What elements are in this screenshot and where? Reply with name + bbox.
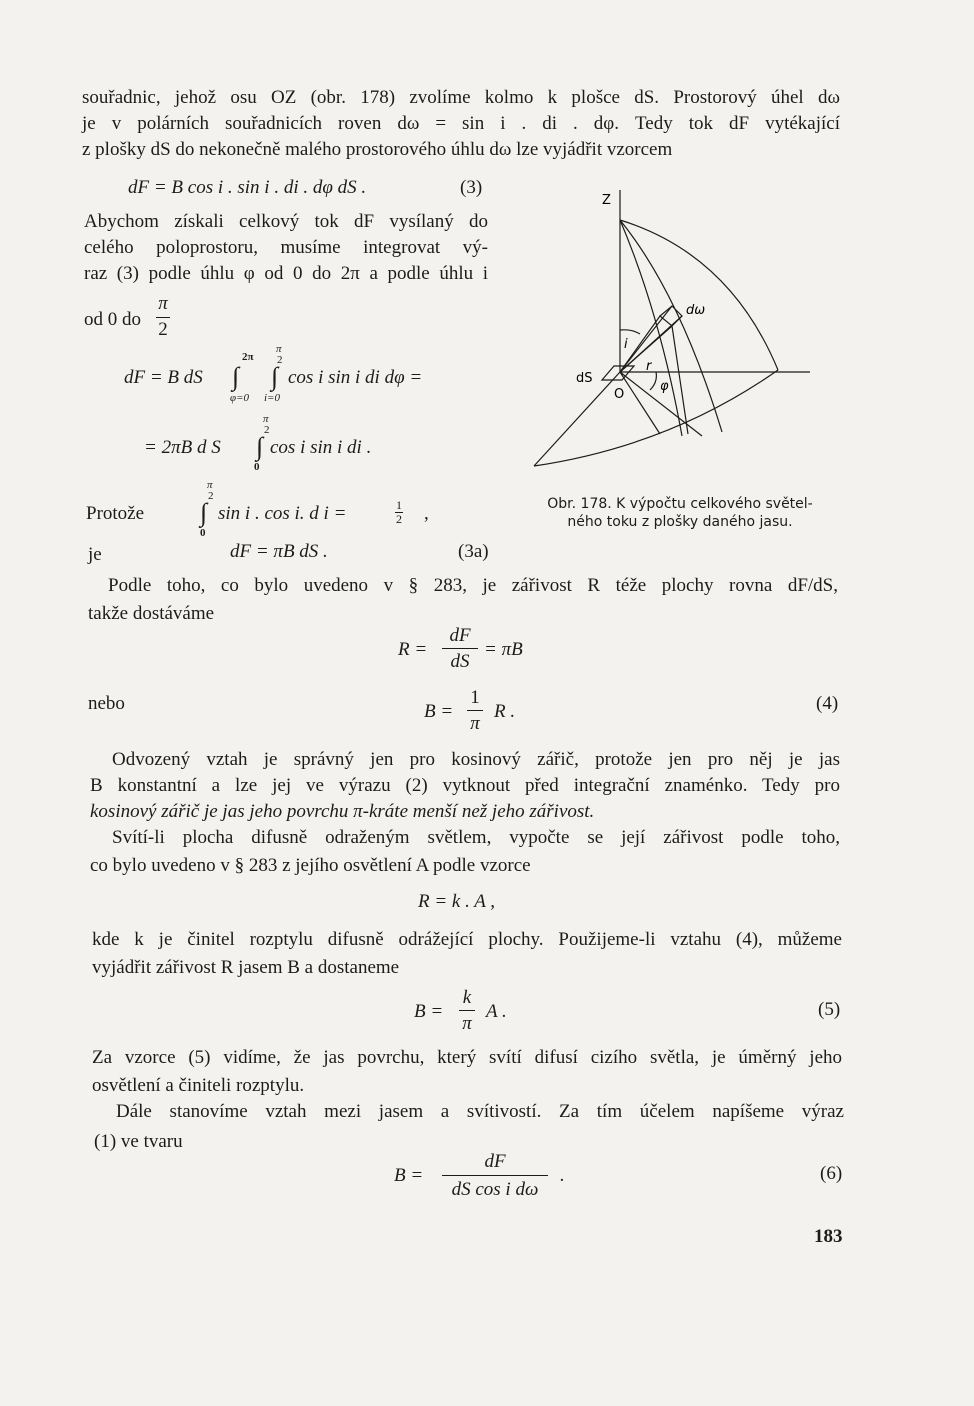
equation-3a: dF = πB dS . — [230, 541, 328, 562]
fraction-bar — [459, 1010, 475, 1011]
equation-r-k: R = k . A , — [418, 891, 496, 912]
integral-sign: ∫ — [200, 498, 208, 527]
diagram-label-domega: dω — [686, 303, 706, 318]
equation-number: (3) — [460, 177, 483, 198]
equation-3: dF = B cos i . sin i . di . dφ dS . — [128, 177, 367, 198]
equation-r-rhs: = πB — [484, 639, 523, 660]
text-line: Dále stanovíme vztah mezi jasem a svítivostí. Za tím účelem napíšeme výraz — [116, 1101, 844, 1122]
text-line: souřadnic, jehož osu OZ (obr. 178) zvolíme kolmo k plošce dS. Prostorový úhel dω — [82, 87, 840, 108]
integral-lower-limit: 0 — [200, 527, 206, 539]
text-line: vyjádřit zářivost R jasem B a dostaneme — [92, 957, 400, 978]
integral-equation-lhs: dF = B dS — [124, 367, 203, 388]
fraction-bar — [442, 648, 478, 649]
fraction-denominator: dS — [450, 651, 470, 672]
diagram-label-r: r — [646, 359, 652, 374]
fraction-bar — [156, 317, 170, 318]
text-line: Podle toho, co bylo uvedeno v § 283, je zářivost R téže plochy rovna dF/dS, — [108, 575, 838, 596]
figure-178-diagram — [510, 184, 830, 494]
text-line: celého poloprostoru, musíme integrovat vý- — [84, 237, 488, 258]
diagram-label-z: Z — [602, 193, 611, 208]
equation-5-rhs: A . — [486, 1001, 507, 1022]
fraction-bar — [442, 1175, 548, 1176]
integral-equation-rhs: sin i . cos i. d i = — [218, 503, 347, 524]
fraction-numerator: k — [462, 987, 472, 1008]
text-word: je — [88, 544, 102, 565]
text-line: kde k je činitel rozptylu difusně odrážející plochy. Použijeme-li vztahu (4), můžeme — [92, 929, 842, 950]
diagram-label-phi: φ — [660, 379, 669, 394]
fraction-numerator: π — [158, 293, 168, 314]
page-number: 183 — [814, 1226, 843, 1247]
integral-lower-limit: 0 — [254, 461, 260, 473]
text-line: B konstantní a lze jej ve výrazu (2) vytknout před integrační znaménko. Tedy pro — [90, 775, 840, 796]
text-line: je v polárních souřadnicích roven dω = sin i . di . dφ. Tedy tok dF vytékající — [82, 113, 840, 134]
fraction-numerator: 1 — [470, 687, 480, 708]
equation-6-rhs: . — [560, 1165, 565, 1186]
fraction-denominator: π — [462, 1013, 472, 1034]
integral-upper-limit: 2 — [264, 424, 270, 436]
text-line: co bylo uvedeno v § 283 z jejího osvětlení A podle vzorce — [90, 855, 531, 876]
punctuation: , — [424, 503, 429, 524]
equation-number: (4) — [816, 693, 839, 714]
text-line: takže dostáváme — [88, 603, 215, 624]
equation-number: (5) — [818, 999, 841, 1020]
caption-line: Obr. 178. K výpočtu celkového světel- — [547, 496, 813, 512]
integral-sign: ∫ — [271, 362, 279, 391]
integral-sign: ∫ — [256, 432, 264, 461]
fraction-denominator: 2 — [396, 512, 402, 526]
equation-4-lhs: B = — [424, 701, 454, 722]
fraction-bar — [467, 710, 483, 711]
text-line: Svítí-li plocha difusně odraženým světlem, vypočte se její zářivost podle toho, — [112, 827, 840, 848]
integral-upper-limit: 2π — [242, 351, 254, 363]
equation-5-lhs: B = — [414, 1001, 444, 1022]
fraction-numerator: dF — [449, 625, 471, 646]
fraction-numerator: 1 — [396, 498, 402, 512]
text-line: z plošky dS do nekonečně malého prostorového úhlu dω lze vyjádřit vzorcem — [82, 139, 673, 160]
equation-r-lhs: R = — [398, 639, 428, 660]
fraction-numerator: dF — [484, 1151, 506, 1172]
integral-upper-limit: π — [263, 413, 269, 425]
fraction-denominator: dS cos i dω — [451, 1179, 539, 1200]
text-word: Protože — [86, 503, 145, 524]
caption-line: ného toku z plošky daného jasu. — [567, 513, 793, 530]
diagram-label-o: O — [614, 387, 625, 402]
text-word: nebo — [88, 693, 125, 714]
fraction-denominator: π — [470, 713, 480, 734]
equation-number: (6) — [820, 1163, 843, 1184]
text-line: Odvozený vztah je správný jen pro kosinový zářič, protože jen pro něj je jas — [112, 749, 840, 770]
text-line: osvětlení a činiteli rozptylu. — [92, 1075, 305, 1096]
integral-upper-limit: 2 — [277, 354, 283, 366]
diagram-label-i: i — [624, 337, 628, 352]
integral-lower-limit: i=0 — [264, 392, 280, 404]
integral-sign: ∫ — [232, 362, 240, 391]
equation-number: (3a) — [458, 541, 489, 562]
integral-equation-rhs: cos i sin i di . — [270, 437, 372, 458]
text-line: (1) ve tvaru — [94, 1131, 183, 1152]
integral-upper-limit: 2 — [208, 490, 214, 502]
text-line: Abychom získali celkový tok dF vysílaný do — [84, 211, 488, 232]
integral-equation-lhs: = 2πB d S — [144, 437, 221, 458]
diagram-label-ds: dS — [576, 371, 593, 386]
text-line: kosinový zářič je jas jeho povrchu π-kráte menší než jeho zářivost. — [90, 801, 595, 822]
integral-upper-limit: π — [276, 343, 282, 355]
text-line: od 0 do — [84, 309, 141, 330]
integral-lower-limit: φ=0 — [230, 392, 250, 404]
fraction-denominator: 2 — [158, 319, 168, 340]
figure-caption — [520, 496, 840, 531]
integral-equation-rhs: cos i sin i di dφ = — [288, 367, 423, 388]
integral-upper-limit: π — [207, 479, 213, 491]
equation-6-lhs: B = — [394, 1165, 424, 1186]
text-line: Za vzorce (5) vidíme, že jas povrchu, který svítí difusí cizího světla, je úměrný jeho — [92, 1047, 842, 1068]
text-line: raz (3) podle úhlu φ od 0 do 2π a podle úhlu i — [84, 263, 488, 284]
equation-4-rhs: R . — [494, 701, 516, 722]
